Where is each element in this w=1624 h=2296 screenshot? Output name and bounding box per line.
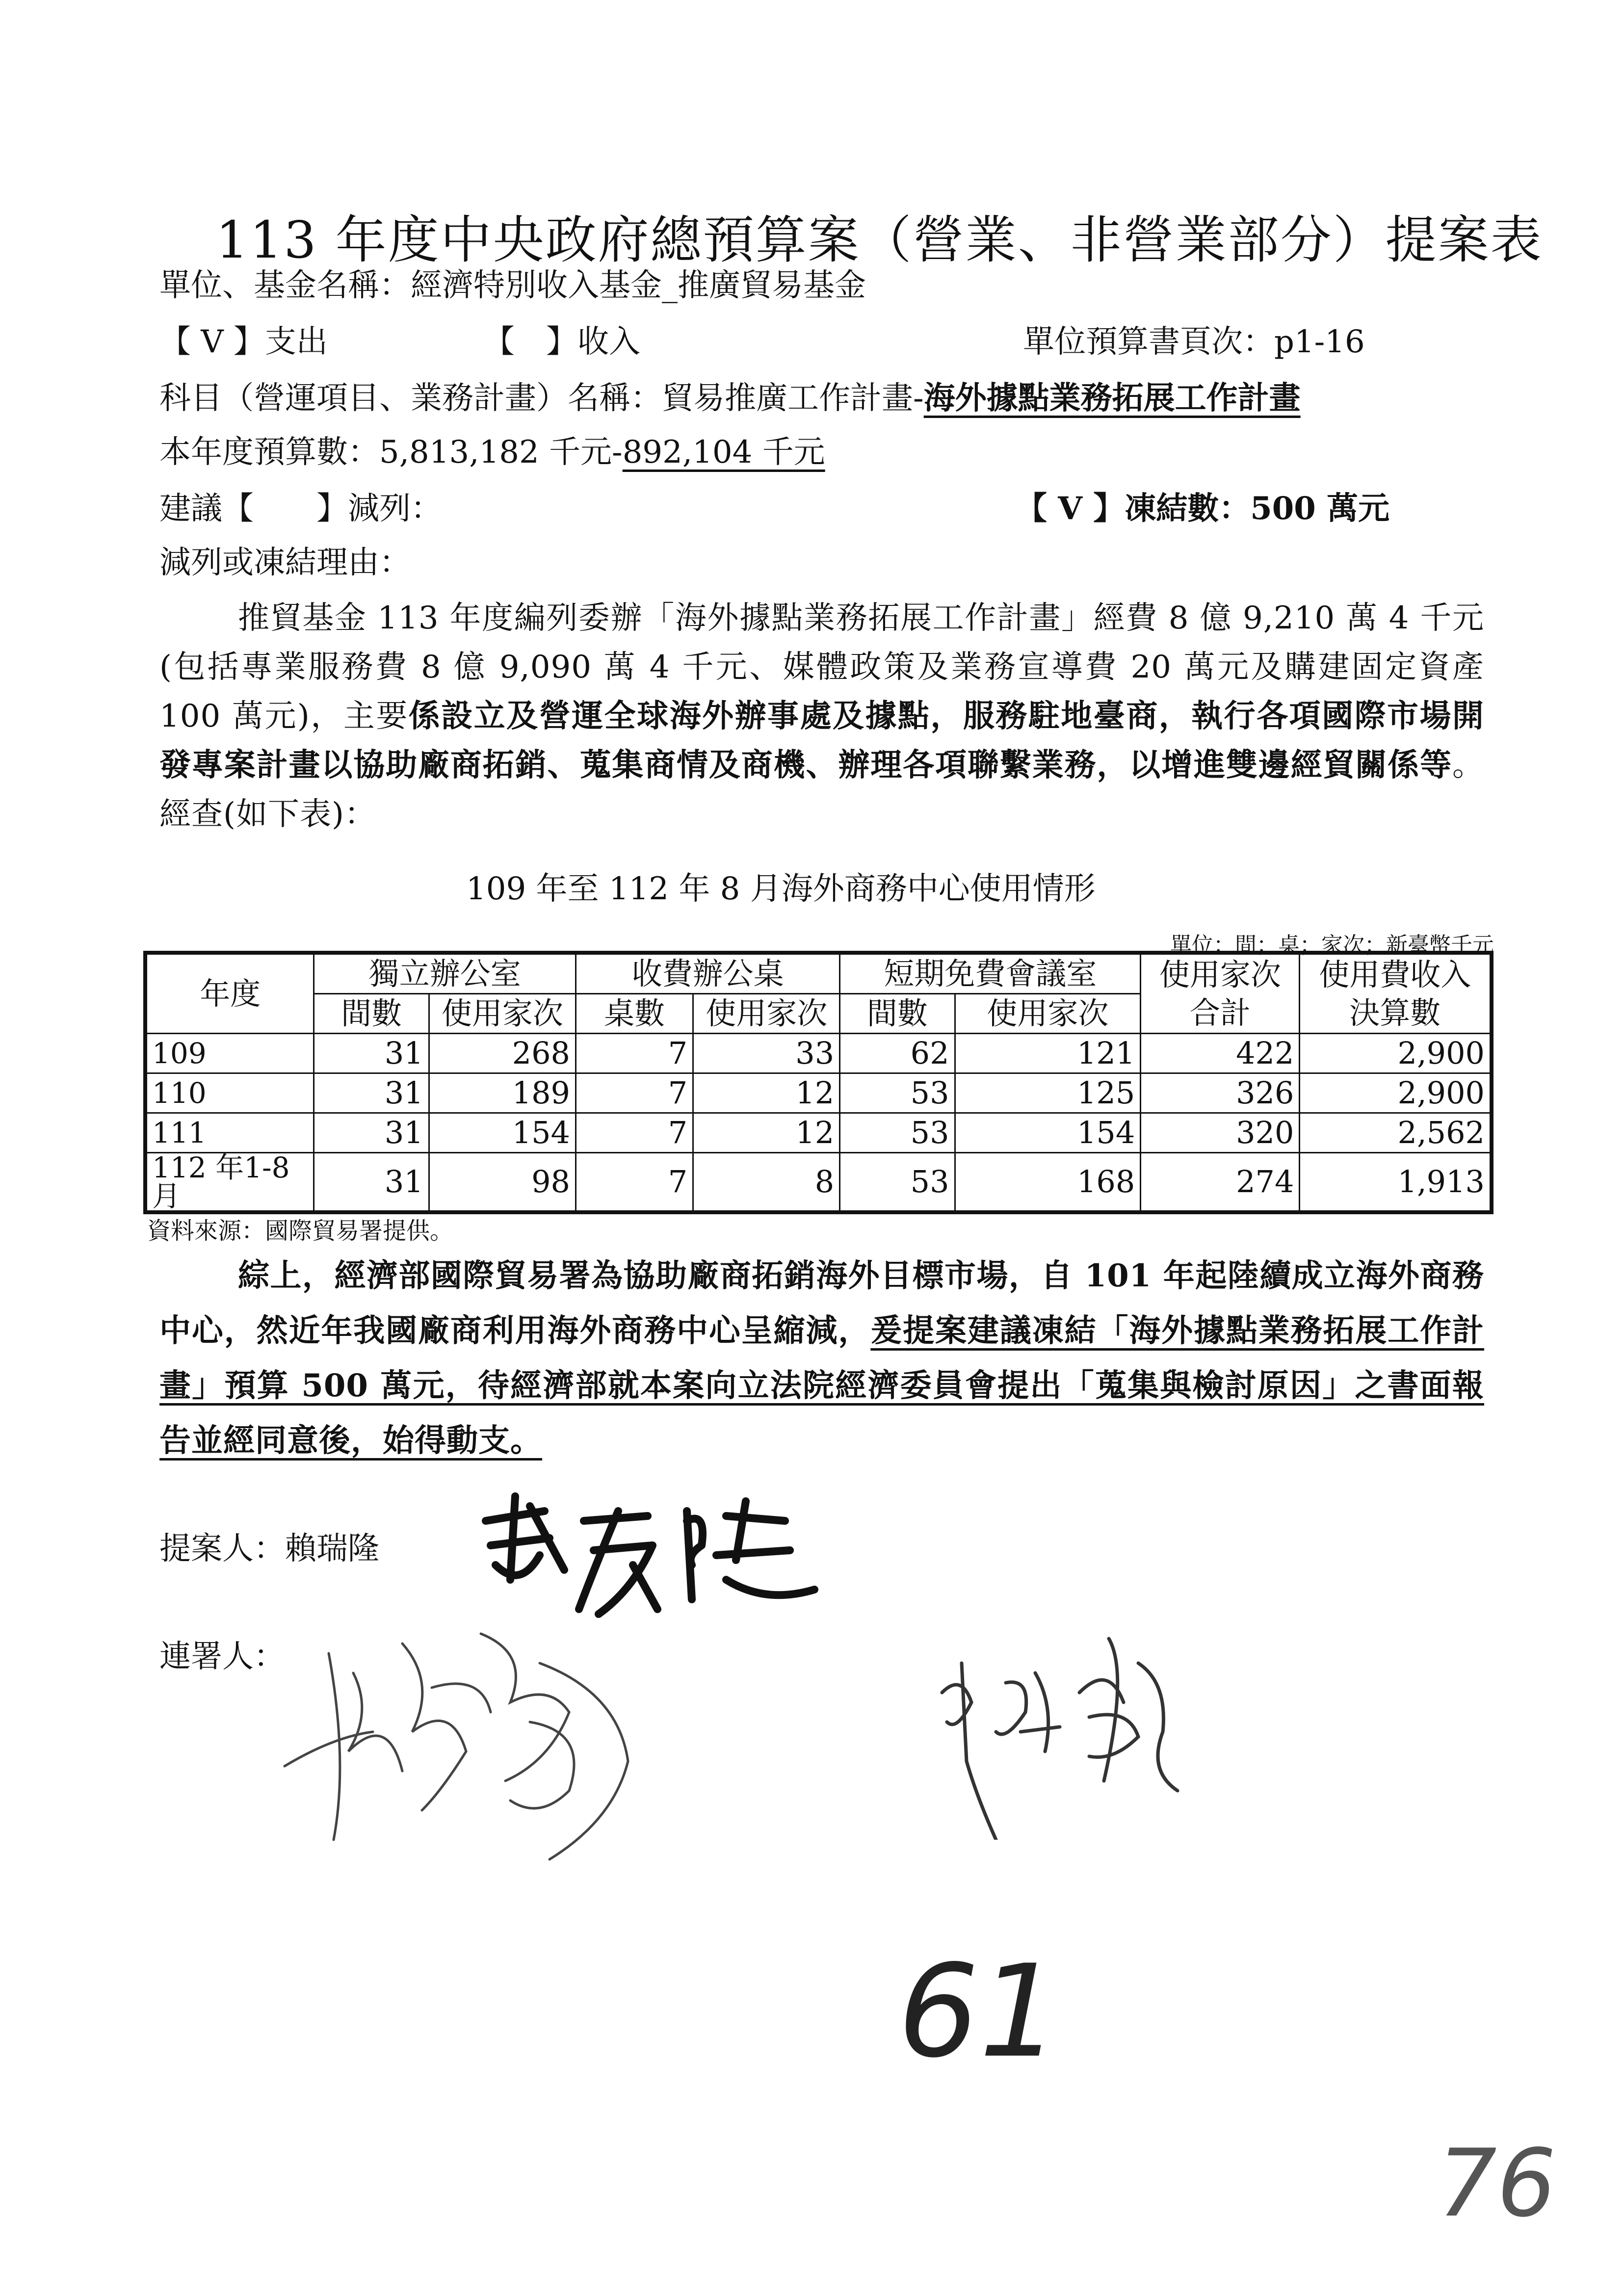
freeze-amount: 【 V 】凍結數：500 萬元 <box>1016 490 1390 527</box>
cell: 2,562 <box>1300 1113 1492 1153</box>
cell: 53 <box>840 1113 955 1153</box>
budget-amount: 892,104 千元 <box>622 434 825 470</box>
cell: 189 <box>429 1073 576 1113</box>
header-year: 年度 <box>145 953 314 1034</box>
subject-plan-name: 海外據點業務拓展工作計畫 <box>923 380 1301 417</box>
row-year: 112 年1-8月 <box>145 1153 314 1213</box>
cell: 31 <box>314 1073 429 1113</box>
header-fee-revenue: 使用費收入決算數 <box>1300 953 1492 1034</box>
cell: 125 <box>955 1073 1141 1113</box>
cell: 53 <box>840 1153 955 1213</box>
reason-paragraph-1 <box>159 594 1484 839</box>
table-row <box>145 1113 1492 1153</box>
cell: 53 <box>840 1073 955 1113</box>
cell: 2,900 <box>1300 1073 1492 1113</box>
page-title: 113 年度中央政府總預算案（營業、非營業部分）提案表 <box>216 210 1543 270</box>
cell: 62 <box>840 1034 955 1073</box>
sub-users: 使用家次 <box>693 994 840 1034</box>
paragraph-2-proposal: 爰提案建議凍結「海外據點業務拓展工作計畫」預算 500 萬元，待經濟部就本案向立法院經濟委員會提出「蒐集與檢討原因」之書面報告並經同意後，始得動支。 <box>159 1312 1484 1459</box>
cell: 7 <box>576 1073 693 1113</box>
cell: 121 <box>955 1034 1141 1073</box>
cell: 8 <box>693 1153 840 1213</box>
cell: 7 <box>576 1034 693 1073</box>
paragraph-2-bold: 綜上，經濟部國際貿易署為協助廠商拓銷海外目標市場，自 101 年起陸續成立海外商務中心，然近年我國廠商利用海外商務中心呈縮減， <box>159 1257 1484 1349</box>
cell: 2,900 <box>1300 1034 1492 1073</box>
income-checkbox: 【 】收入 <box>483 324 640 360</box>
budget-prefix: 本年度預算數：5,813,182 千元- <box>159 434 623 470</box>
budget-line <box>159 434 825 470</box>
cell: 98 <box>429 1153 576 1213</box>
reason-label: 減列或凍結理由： <box>159 545 411 581</box>
proposer-label: 提案人：賴瑞隆 <box>159 1531 379 1567</box>
cell: 12 <box>693 1113 840 1153</box>
header-free-meeting-room: 短期免費會議室 <box>840 953 1141 994</box>
cell: 154 <box>955 1113 1141 1153</box>
table-unit: 單位：間；桌；家次；新臺幣千元 <box>1170 933 1494 958</box>
cell: 7 <box>576 1113 693 1153</box>
row-year: 110 <box>145 1073 314 1113</box>
cell: 320 <box>1141 1113 1300 1153</box>
page-reference: 單位預算書頁次：p1-16 <box>1023 324 1365 360</box>
table-title: 109 年至 112 年 8 月海外商務中心使用情形 <box>466 871 1096 907</box>
cell: 326 <box>1141 1073 1300 1113</box>
subject-prefix: 科目（營運項目、業務計畫）名稱：貿易推廣工作計畫- <box>159 380 924 417</box>
cell: 168 <box>955 1153 1141 1213</box>
sub-desks: 桌數 <box>576 994 693 1034</box>
cell: 274 <box>1141 1153 1300 1213</box>
cell: 31 <box>314 1034 429 1073</box>
sub-users: 使用家次 <box>955 994 1141 1034</box>
sub-users: 使用家次 <box>429 994 576 1034</box>
cosigner-label: 連署人： <box>159 1639 285 1675</box>
subject-line <box>159 380 1301 417</box>
cell: 268 <box>429 1034 576 1073</box>
cosigner-signature-1 <box>275 1614 648 1879</box>
cell: 7 <box>576 1153 693 1213</box>
table-row <box>145 1153 1492 1213</box>
cell: 12 <box>693 1073 840 1113</box>
paragraph-1-plain: 推貿基金 113 年度編列委辦「海外據點業務拓展工作計畫」經費 8 億 9,210 萬 4 千元(包括專業服務費 8 億 9,090 萬 4 千元、媒體政策及業務宣導費 20 萬元及購建固定資產 100 萬元)，主要 <box>159 600 1484 734</box>
corner-number: 76 <box>1438 2129 1556 2238</box>
unit-fund-name: 單位、基金名稱：經濟特別收入基金_推廣貿易基金 <box>159 267 866 304</box>
data-source: 資料來源：國際貿易署提供。 <box>147 1217 454 1245</box>
paragraph-1-bold: 係設立及營運全球海外辦事處及據點，服務駐地臺商，執行各項國際市場開發專案計畫以協助廠商拓銷、蒐集商情及商機、辦理各項聯繫業務，以增進雙邊經貿關係等 <box>159 698 1484 783</box>
suggest-reduce: 建議【 】減列： <box>159 491 442 527</box>
sub-rooms: 間數 <box>314 994 429 1034</box>
expenditure-checkbox: 【 V 】支出 <box>159 324 328 360</box>
conclusion-paragraph <box>159 1249 1484 1468</box>
table-row <box>145 1073 1492 1113</box>
cell: 1,913 <box>1300 1153 1492 1213</box>
cell: 31 <box>314 1113 429 1153</box>
cell: 154 <box>429 1113 576 1153</box>
row-year: 111 <box>145 1113 314 1153</box>
cosigner-signature-2 <box>932 1634 1187 1840</box>
page-number: 61 <box>898 1938 1060 2086</box>
table-row <box>145 1034 1492 1073</box>
header-total-users: 使用家次合計 <box>1141 953 1300 1034</box>
header-paid-desk: 收費辦公桌 <box>576 953 839 994</box>
header-private-office: 獨立辦公室 <box>314 953 576 994</box>
usage-table <box>143 951 1493 1214</box>
row-year: 109 <box>145 1034 314 1073</box>
cell: 33 <box>693 1034 840 1073</box>
sub-rooms: 間數 <box>840 994 955 1034</box>
cell: 31 <box>314 1153 429 1213</box>
cell: 422 <box>1141 1034 1300 1073</box>
paragraph-1-tail: 。經查(如下表)： <box>159 747 1484 833</box>
